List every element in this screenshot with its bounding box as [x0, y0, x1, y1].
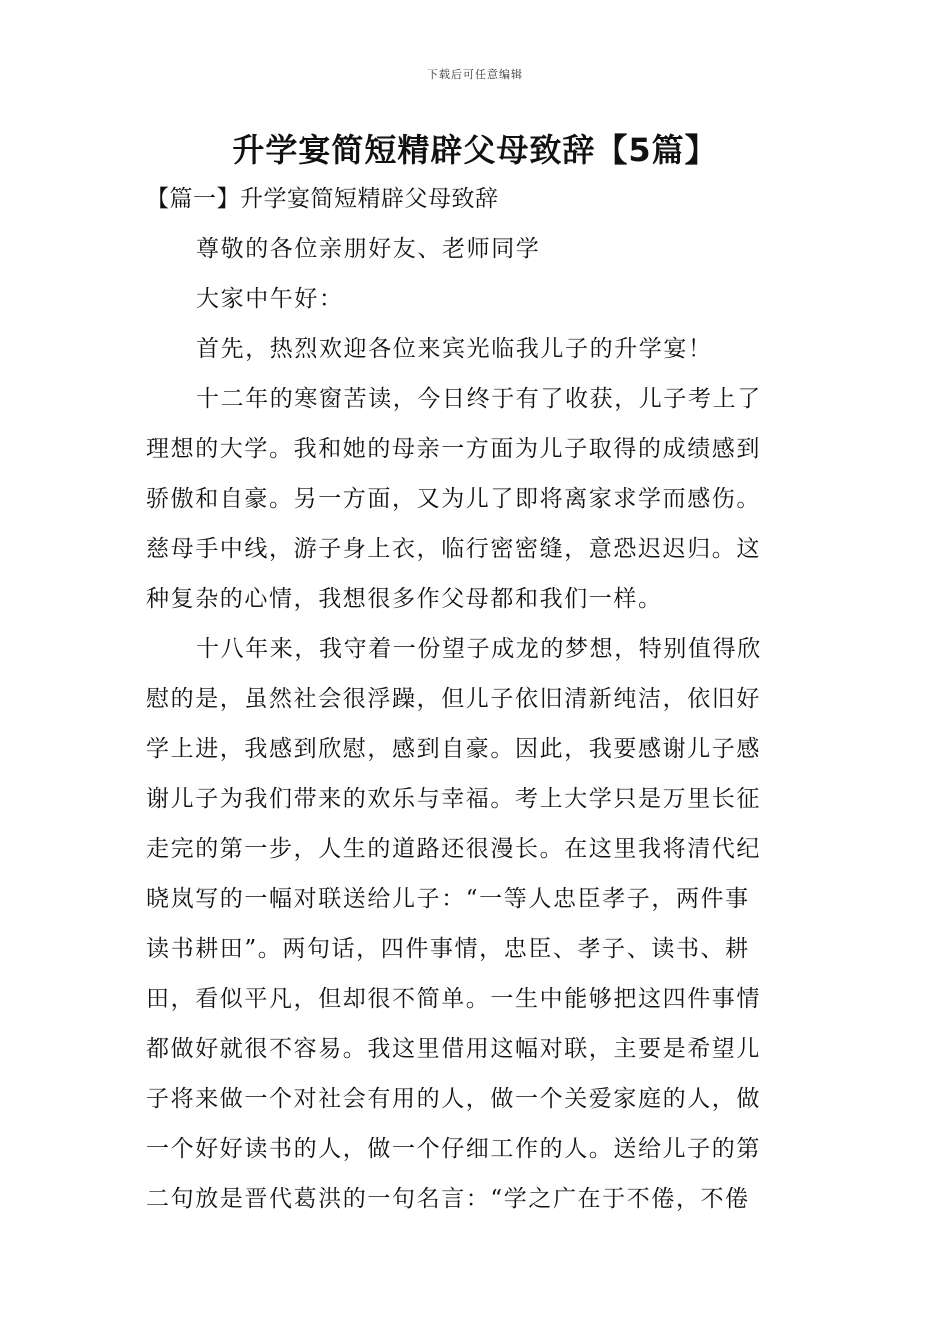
paragraph-line: 理想的大学。我和她的母亲一方面为儿子取得的成绩感到: [146, 436, 761, 462]
document-title: 升学宴简短精辟父母致辞【5篇】: [232, 131, 718, 169]
paragraph-line: 慰的是，虽然社会很浮躁，但儿子依旧清新纯洁，依旧好: [146, 686, 761, 712]
paragraph-line: 十二年的寒窗苦读，今日终于有了收获，儿子考上了: [196, 386, 762, 412]
greeting-line: 大家中午好：: [196, 286, 344, 312]
paragraph-line: 学上进，我感到欣慰，感到自豪。因此，我要感谢儿子感: [146, 736, 761, 762]
paragraph-line: 种复杂的心情，我想很多作父母都和我们一样。: [146, 586, 663, 612]
paragraph-line: 走完的第一步，人生的道路还很漫长。在这里我将清代纪: [146, 836, 761, 862]
salutation-line: 尊敬的各位亲朋好友、老师同学: [196, 236, 541, 262]
paragraph-line: 慈母手中线，游子身上衣，临行密密缝，意恐迟迟归。这: [146, 536, 761, 562]
paragraph-line: 二句放是晋代葛洪的一句名言：“学之广在于不倦，不倦: [146, 1186, 750, 1212]
paragraph-line: 谢儿子为我们带来的欢乐与幸福。考上大学只是万里长征: [146, 786, 761, 812]
paragraph-line: 读书耕田”。两句话，四件事情，忠臣、孝子、读书、耕: [146, 936, 750, 962]
header-note: 下载后可任意编辑: [427, 68, 523, 81]
paragraph-line: 十八年来，我守着一份望子成龙的梦想，特别值得欣: [196, 636, 762, 662]
paragraph-line: 一个好好读书的人，做一个仔细工作的人。送给儿子的第: [146, 1136, 761, 1162]
paragraph-line: 首先，热烈欢迎各位来宾光临我儿子的升学宴！: [196, 336, 713, 362]
paragraph-line: 骄傲和自豪。另一方面，又为儿了即将离家求学而感伤。: [146, 486, 761, 512]
paragraph-line: 田，看似平凡，但却很不简单。一生中能够把这四件事情: [146, 986, 761, 1012]
section-heading: 【篇一】升学宴简短精辟父母致辞: [146, 186, 499, 212]
paragraph-line: 晓岚写的一幅对联送给儿子：“一等人忠臣孝子，两件事: [146, 886, 750, 912]
paragraph-line: 子将来做一个对社会有用的人，做一个关爱家庭的人，做: [146, 1086, 761, 1112]
paragraph-line: 都做好就很不容易。我这里借用这幅对联，主要是希望儿: [146, 1036, 761, 1062]
